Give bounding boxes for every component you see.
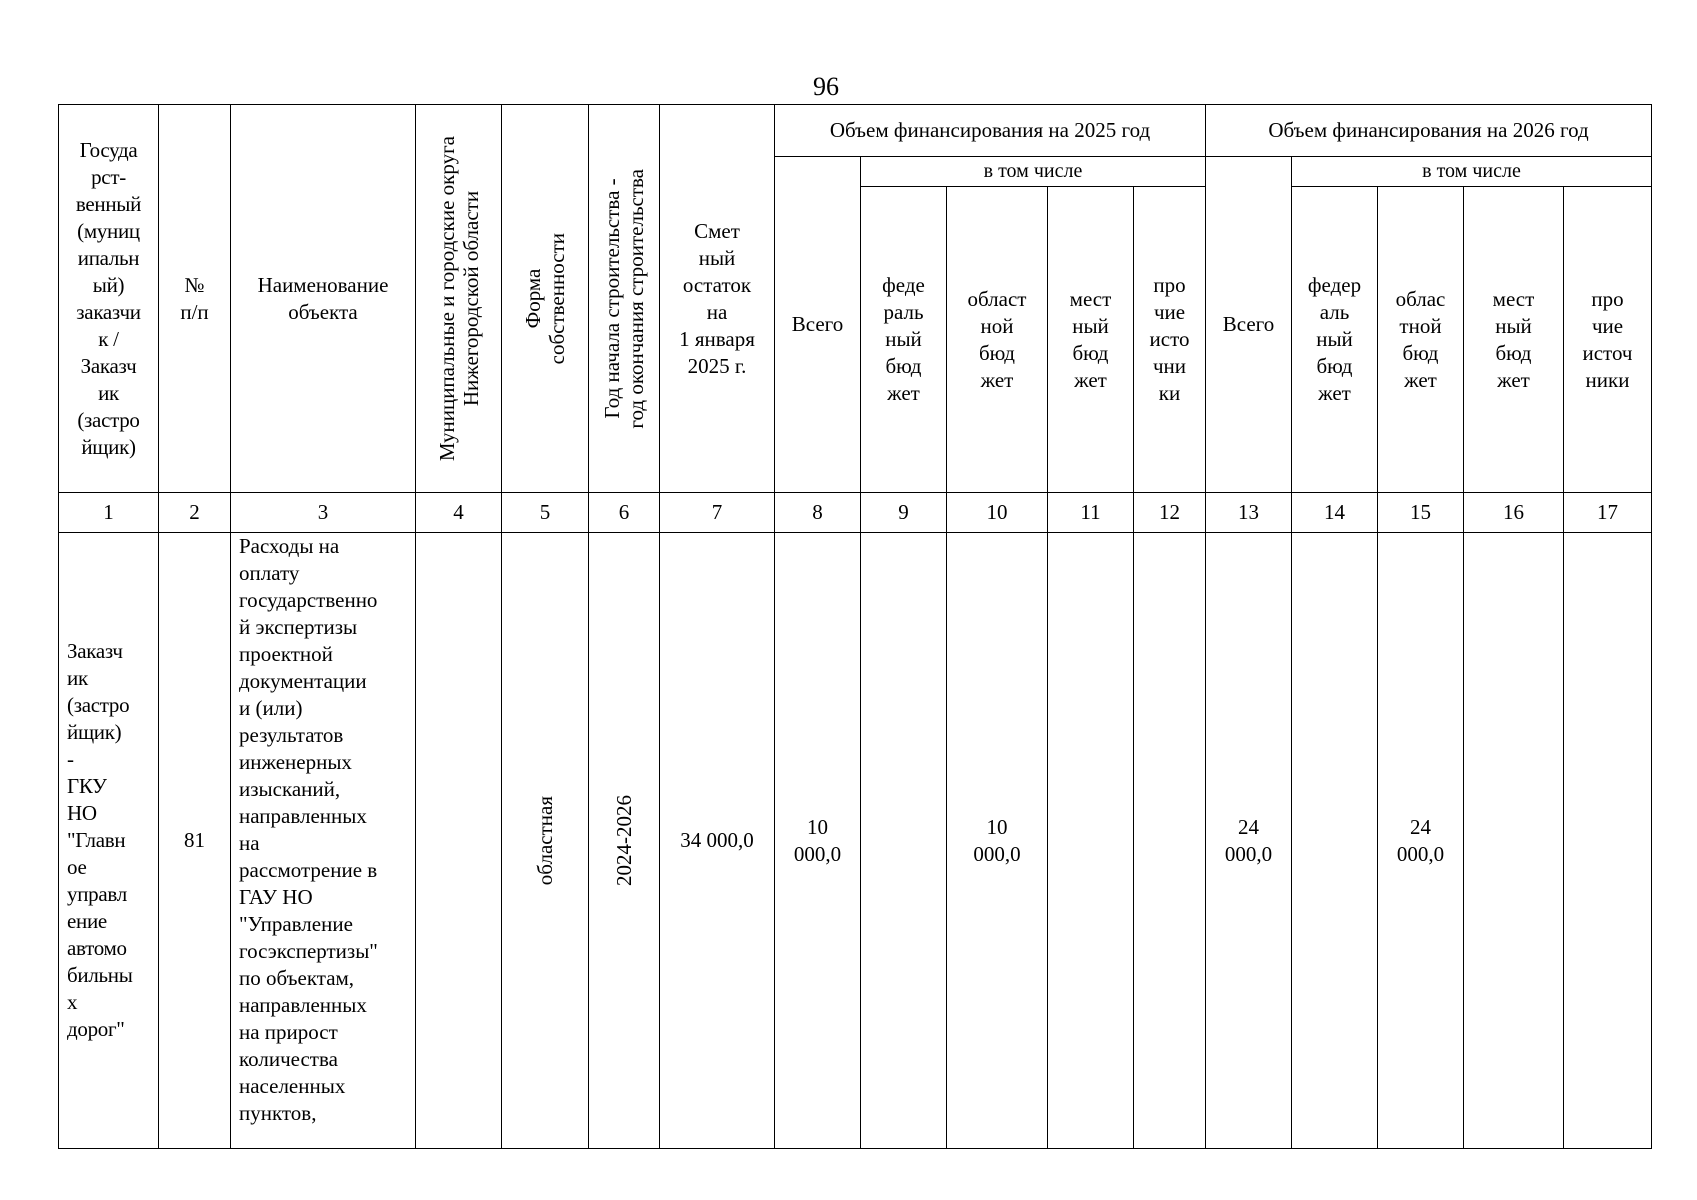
header-other-2026: про чие источ ники <box>1564 187 1652 493</box>
column-number: 2 <box>159 493 231 533</box>
customer-cell: Заказч ик (застро йщик) - ГКУ НО "Главн ое управл ение автомо бильны х дорог" <box>59 533 159 1149</box>
column-number-row <box>59 493 1652 533</box>
column-number: 14 <box>1292 493 1378 533</box>
header-object-name: Наименование объекта <box>231 105 416 493</box>
other-2026-cell <box>1564 533 1652 1149</box>
column-number: 3 <box>231 493 416 533</box>
header-ownership: Форма собственности <box>521 232 569 365</box>
header-customer: Госуда рст- венный (муниц ипальн ый) заказчи к / Заказч ик (застро йщик) <box>59 105 159 493</box>
column-number: 1 <box>59 493 159 533</box>
column-number: 8 <box>775 493 861 533</box>
header-total-2026: Всего <box>1206 157 1292 493</box>
total-2026-cell: 24 000,0 <box>1206 533 1292 1149</box>
column-number: 6 <box>589 493 660 533</box>
header-years: Год начала строительства - год окончания строительства <box>600 168 648 429</box>
header-including-2025: в том числе <box>861 157 1206 187</box>
header-years-cell <box>589 105 660 493</box>
header-number: № п/п <box>159 105 231 493</box>
row-number-cell: 81 <box>159 533 231 1149</box>
header-municipality: Муниципальные и городские округа Нижегородской области <box>434 135 483 462</box>
page-number: 96 <box>813 72 839 101</box>
header-local-2026: мест ный бюд жет <box>1464 187 1564 493</box>
column-number: 16 <box>1464 493 1564 533</box>
local-2026-cell <box>1464 533 1564 1149</box>
header-estimated-balance: Смет ный остаток на 1 января 2025 г. <box>660 105 775 493</box>
header-local-2025: мест ный бюд жет <box>1048 187 1134 493</box>
column-number: 10 <box>947 493 1048 533</box>
total-2025-cell: 10 000,0 <box>775 533 861 1149</box>
column-number: 17 <box>1564 493 1652 533</box>
header-ownership-cell <box>502 105 589 493</box>
column-number: 5 <box>502 493 589 533</box>
header-financing-2025: Объем финансирования на 2025 год <box>775 105 1206 157</box>
column-number: 9 <box>861 493 947 533</box>
header-including-2026: в том числе <box>1292 157 1652 187</box>
ownership-value: областная <box>533 795 557 886</box>
table-row <box>59 533 1652 1149</box>
header-financing-2026: Объем финансирования на 2026 год <box>1206 105 1652 157</box>
federal-2025-cell <box>861 533 947 1149</box>
object-name-cell: Расходы на оплату государственно й экспертизы проектной документации и (или) результатов инженерных изысканий, направленных на рассмотрение в ГАУ НО "Управление госэкспертизы" по объектам, направленных на прирост количества населенных пунктов, <box>231 533 416 1149</box>
header-federal-2025: феде раль ный бюд жет <box>861 187 947 493</box>
header-regional-2026: облас тной бюд жет <box>1378 187 1464 493</box>
header-row-1 <box>59 105 1652 157</box>
column-number: 11 <box>1048 493 1134 533</box>
column-number: 4 <box>416 493 502 533</box>
ownership-cell <box>502 533 589 1149</box>
balance-cell: 34 000,0 <box>660 533 775 1149</box>
regional-2025-cell: 10 000,0 <box>947 533 1048 1149</box>
header-federal-2026: федер аль ный бюд жет <box>1292 187 1378 493</box>
regional-2026-cell: 24 000,0 <box>1378 533 1464 1149</box>
other-2025-cell <box>1134 533 1206 1149</box>
municipality-cell <box>416 533 502 1149</box>
header-total-2025: Всего <box>775 157 861 493</box>
header-other-2025: про чие исто чни ки <box>1134 187 1206 493</box>
header-regional-2025: област ной бюд жет <box>947 187 1048 493</box>
federal-2026-cell <box>1292 533 1378 1149</box>
header-municipality-cell <box>416 105 502 493</box>
local-2025-cell <box>1048 533 1134 1149</box>
column-number: 13 <box>1206 493 1292 533</box>
years-value: 2024-2026 <box>612 795 636 886</box>
column-number: 12 <box>1134 493 1206 533</box>
financing-table <box>58 104 1652 1149</box>
column-number: 7 <box>660 493 775 533</box>
column-number: 15 <box>1378 493 1464 533</box>
years-cell <box>589 533 660 1149</box>
